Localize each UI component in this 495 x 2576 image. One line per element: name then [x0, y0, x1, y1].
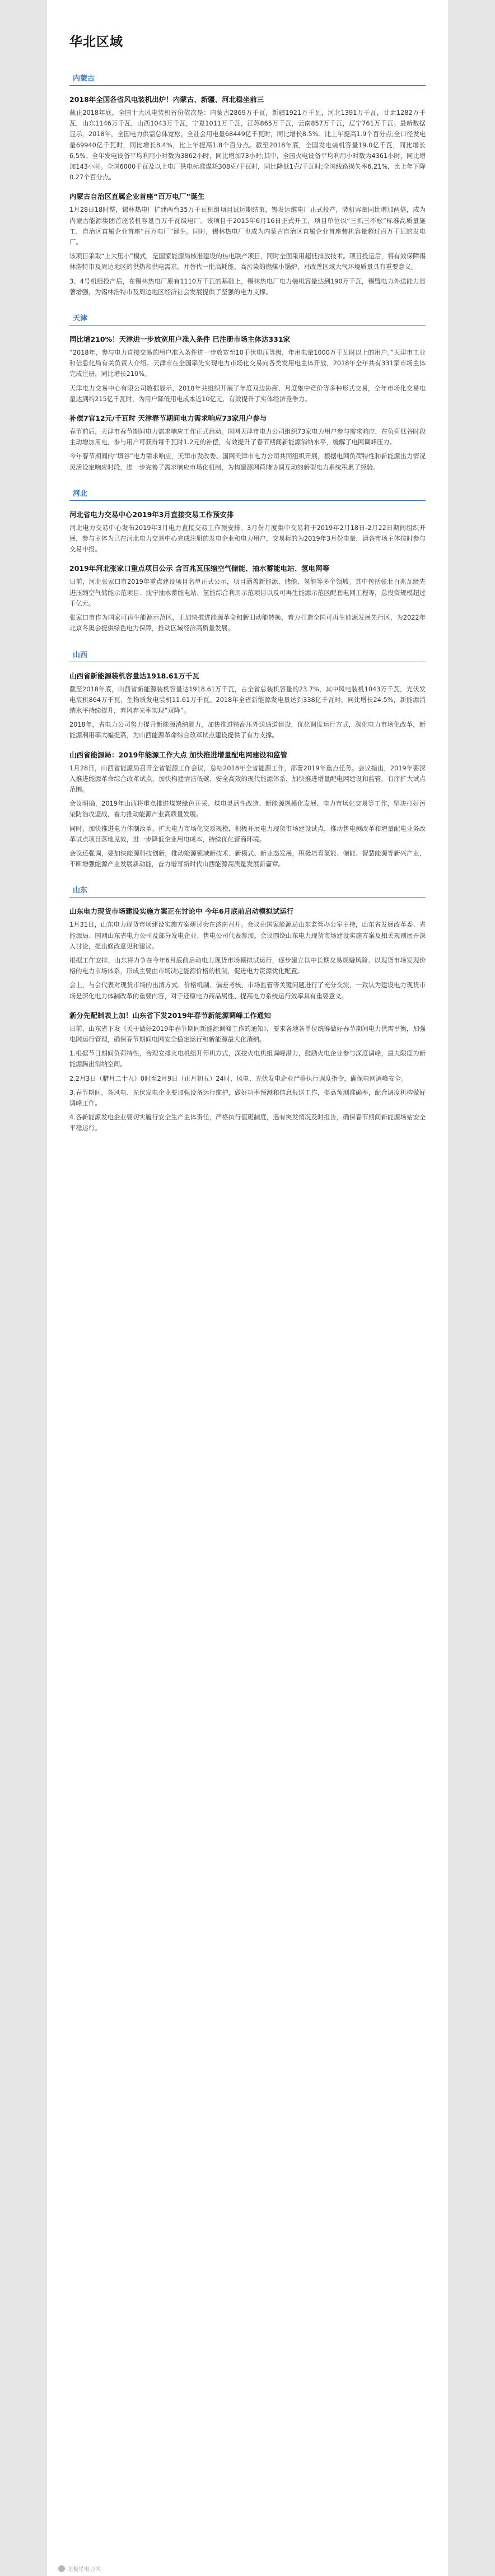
news-title[interactable]: 2019年河北张家口重点项目公示 含百兆瓦压缩空气储能、抽水蓄能电站、氢电网等: [69, 564, 330, 573]
news-paragraph: “2018年，参与电力直接交易的用户准入条件进一步放宽至10千伏电压等级，年用电量1000万千瓦时以上的用户。”天津市工业和信息化局有关负责人介绍。天津市在全国率先实现电力市场化交易向各类发用电主体开放，2018年全年共有331家市场主体完成注册，同比增长210%。: [69, 349, 426, 378]
news-paragraph: 张家口市作为国家可再生能源示范区，正加快推进能源革命和新旧动能转换，着力打造全国可再生能源发展先行区，为2022年北京冬奥会提供绿色电力保障，推动区域经济高质量发展。: [69, 614, 426, 633]
news-paragraph: 4.各新能源发电企业要切实履行安全生产主体责任，严格执行值班制度，遇有突发情况及时报告，确保春节期间新能源场站安全平稳运行。: [69, 1114, 426, 1132]
news-title[interactable]: 2018年全国各省风电装机出炉！内蒙古、新疆、河北稳坐前三: [69, 95, 264, 104]
news-paragraph: 日前，河北张家口市2019年重点建设项目名单正式公示，项目涵盖新能源、储能、氢能等多个领域。其中包括张北百兆瓦级先进压缩空气储能示范项目、抚宁抽水蓄能电站、氢能综合利用示范项目以及可再生能源示范区配套电网工程等，总投资规模超过千亿元。: [69, 578, 426, 607]
news-paragraph: 1月28日，山西省能源局召开全省能源工作会议，总结2018年全省能源工作，部署2019年重点任务。会议指出，2019年要深入推进能源革命综合改革试点，加快构建清洁低碳、安全高效的现代能源体系，加快推进增量配电网建设和监管，有序扩大试点范围。: [69, 764, 426, 793]
news-title[interactable]: 山东电力现货市场建设实施方案正在讨论中 今年6月底前启动模拟试运行: [69, 907, 294, 916]
region-heading: 山东: [69, 882, 426, 898]
news-title[interactable]: 河北省电力交易中心2019年3月直接交易工作预安排: [69, 510, 234, 519]
news-paragraph: 根据工作安排，山东将力争在今年6月底前启动电力现货市场模拟试运行，逐步建立以中长期交易规避风险、以现货市场发现价格的电力市场体系，形成主要由市场决定能源价格的机制，促进电力资源优化配置。: [69, 956, 426, 975]
news-paragraph: 该项目采取“上大压小”模式，是国家能源局核准建设的热电联产项目，同时全面采用超低排放技术。项目投运后，将有效保障锡林浩特市及周边地区的供热和供电需求，并替代一批高耗能、高污染的燃煤小锅炉，对改善区域大气环境质量具有重要意义。: [69, 253, 426, 271]
news-paragraph: 3.春节期间，各风电、光伏发电企业要加强设备运行维护，做好功率预测和信息报送工作，提高预测准确率，配合调度机构做好调峰工作。: [69, 1089, 426, 1107]
news-paragraph: 1.根据节日期间负荷特性，合理安排火电机组开停机方式，深挖火电机组调峰潜力，鼓励火电企业参与深度调峰，最大限度为新能源腾出消纳空间。: [69, 1050, 426, 1068]
news-paragraph: 2.2月3日（腊月二十九）0时至2月9日（正月初五）24时，风电、光伏发电企业严格执行调度指令，确保电网调峰安全。: [69, 1075, 408, 1082]
news-paragraph: 日前，山东省下发《关于做好2019年春节期间新能源调峰工作的通知》，要求各地各单位统筹做好春节期间电力供需平衡，加强电网运行管理，确保春节期间电网安全稳定运行和新能源最大化消纳。: [69, 1025, 426, 1043]
news-paragraph: 会议明确，2019年山西将重点推进煤炭绿色开采、煤电灵活性改造、新能源规模化发展、电力市场化交易等工作，坚决打好污染防治攻坚战，着力推动能源产业高质量发展。: [69, 800, 426, 819]
news-title[interactable]: 山西省能源局：2019年能源工作大点 加快推进增量配电网建设和监管: [69, 750, 288, 759]
page-title: 华北区域: [69, 35, 123, 49]
watermark-logo-icon: [58, 2565, 65, 2572]
news-title[interactable]: 内蒙古自治区直属企业首座“百万电厂”诞生: [69, 192, 205, 201]
news-paragraph: 1月31日，山东电力现货市场建设实施方案研讨会在济南召开。会议由国家能源局山东监管办公室主持，山东省发展改革委、省能源局、国网山东省电力公司及部分发电企业、售电公司代表参加。会议围绕山东电力现货市场建设实施方案及相关规则展开深入讨论，提出修改意见和建议。: [69, 921, 426, 950]
news-paragraph: 会上，与会代表对现货市场的出清方式、价格机制、偏差考核、市场监管等关键问题进行了充分交流，一致认为建设电力现货市场是深化电力体制改革的重要内容，对于还原电力商品属性、提高电力系统运行效率具有重要意义。: [69, 982, 426, 1000]
news-paragraph: 春节前后，天津市春节期间电力需求响应工作正式启动。国网天津市电力公司组织73家电力用户参与需求响应，在负荷低谷时段主动增加用电，参与用户可获得每千瓦时1.2元的补偿，有效提升了春节期间新能源消纳水平，缓解了电网调峰压力。: [69, 428, 426, 447]
news-paragraph: 1月28日18时整，锡林热电厂扩建两台35万千瓦机组项目试运期结束，锡发运维电厂正式投产，装机容量同比增加两倍，成为内蒙古能源集团首座装机容量百万千瓦级电厂。该项目于2015年6月16日正式开工，项目单位以“三抓三不松”标准高质量施工，自治区直属企业首座“百万电厂”诞生。同时，锡林热电厂也成为内蒙古自治区直属企业首座装机容量超过百万千瓦的发电厂。: [69, 206, 426, 247]
news-paragraph: 天津电力交易中心有限公司数据显示，2018年共组织开展了年度双边协商、月度集中竞价等多种形式交易，全年市场化交易电量达到约215亿千瓦时，为用户降低用电成本近10亿元，有效提升了实体经济竞争力。: [69, 384, 426, 403]
watermark-text: 北极星电力网: [67, 2566, 101, 2573]
region-heading: 天津: [69, 310, 426, 326]
document-page: [47, 0, 448, 2576]
news-paragraph: 2018年，省电力公司努力提升新能源消纳能力，加快推进特高压外送通道建设，优化调度运行方式，深化电力市场化改革，新能源利用率大幅提高，为山西能源革命综合改革试点建设提供了有力支撑。: [69, 721, 426, 740]
news-paragraph: 截至2018年底，山西省新能源装机容量达1918.61万千瓦，占全省总装机容量的23.7%，其中风电装机1043万千瓦，光伏发电装机864万千瓦，生物质发电装机11.61万千瓦。2018年全省新能源发电量达到338亿千瓦时，同比增长24.5%，新能源消纳水平持续提升，弃风弃光率实现“双降”。: [69, 685, 426, 714]
news-paragraph: 会议还强调，要加快能源科技创新，推动能源领域新技术、新模式、新业态发展，积极培育氢能、储能、智慧能源等新兴产业，不断增强能源产业发展新动能，奋力谱写新时代山西能源高质量发展新篇章。: [69, 849, 426, 868]
news-title[interactable]: 同比增210%！天津进一步放宽用户准入条件 已注册市场主体达331家: [69, 335, 291, 344]
news-title[interactable]: 新分先配制表上加！山东省下发2019年春节新能源调峰工作通知: [69, 1011, 271, 1020]
sections-container: [69, 70, 426, 1134]
news-paragraph: 河北电力交易中心发布2019年3月电力直接交易工作预安排。3月份月度集中交易将于2019年2月18日-2月22日期间组织开展，参与主体为已在河北电力交易中心完成注册的发电企业和电力用户，交易标的为2019年3月份电量，请各市场主体按时参与交易申报。: [69, 524, 426, 554]
region-heading: 河北: [69, 485, 426, 501]
news-paragraph: 同时，加快推进电力体制改革，扩大电力市场化交易规模，积极开展电力现货市场建设试点，推动售电侧改革和增量配电业务改革试点项目落地见效，进一步降低企业用电成本，持续优化营商环境。: [69, 825, 426, 843]
news-paragraph: 截止2018年底，全国十大风电装机省份依次是：内蒙古2869万千瓦，新疆1921万千瓦，河北1391万千瓦，甘肃1282万千瓦，山东1146万千瓦，山西1043万千瓦，宁夏1011万千瓦，江苏865万千瓦，云南857万千瓦，辽宁761万千瓦。最新数据显示，2018年，全国电力供需总体宽松，全社会用电量68449亿千瓦时，同比增长8.5%。比上年提高1.9个百分点;全口径发电量69940亿千瓦时，同比增长8.4%，比上年提高1.8个百分点。截至2018年底，全国发电装机容量19.0亿千瓦，同比增长6.5%。全年发电设备平均利用小时数为3862小时，同比增加73小时;其中，全国火电设备平均利用小时数为4361小时，同比增加143小时。全国6000千瓦及以上电厂供电标准煤耗308克/千瓦时，同比降低1克/千瓦时;全国线路损失率6.21%，比上年下降0.27个百分点。: [69, 109, 426, 182]
region-heading: 内蒙古: [69, 70, 426, 86]
news-title[interactable]: 山西省新能源装机容量达1918.61万千瓦: [69, 671, 199, 680]
news-title[interactable]: 补偿7官12元/千瓦时 天津春节期间电力需求响应73家用户参与: [69, 414, 267, 423]
news-paragraph: 今年春节期间的“填谷”电力需求响应，天津市发改委、国网天津市电力公司共同组织开展，根据电网负荷特性和新能源出力情况灵活设定响应时段，进一步完善了需求响应市场化机制，为构建源网荷储协调互动的新型电力系统积累了经验。: [69, 453, 426, 471]
news-paragraph: 3、4号机组投产后，在锡林热电厂原有1110万千瓦的基础上，锡林热电厂电力装机容量达到190万千瓦，锡盟电力外送能力显著增强，为锡林浩特市及周边地区经济社会发展提供了坚强的电力支撑。: [69, 277, 426, 296]
watermark: [58, 2564, 101, 2573]
region-heading: 山西: [69, 647, 426, 662]
